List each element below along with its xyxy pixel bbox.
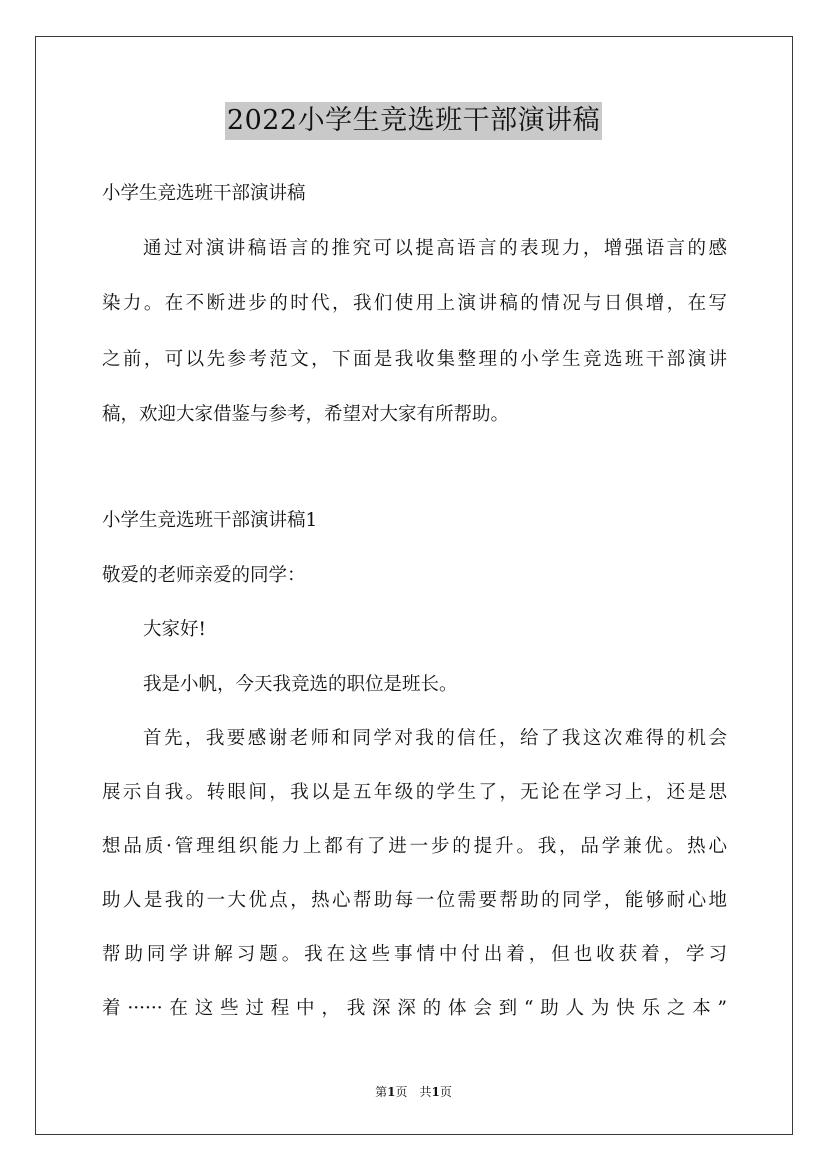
section-heading: 小学生竞选班干部演讲稿1 — [102, 510, 318, 531]
footer-page-total: 1 — [431, 1085, 440, 1099]
intro-line-1: 通过对演讲稿语言的推究可以提高语言的表现力，增强语言的感 — [143, 238, 727, 259]
self-intro: 我是小帆，今天我竞选的职位是班长。 — [143, 674, 458, 695]
body-line-6: 着······在这些过程中，我深深的体会到“助人为快乐之本” — [102, 998, 727, 1019]
intro-line-4: 稿，欢迎大家借鉴与参考，希望对大家有所帮助。 — [102, 404, 510, 425]
body-line-4: 助人是我的一大优点，热心帮助每一位需要帮助的同学，能够耐心地 — [102, 890, 727, 911]
intro-line-2: 染力。在不断进步的时代，我们使用上演讲稿的情况与日俱增，在写 — [102, 293, 727, 314]
title-container — [0, 102, 827, 140]
salutation: 敬爱的老师亲爱的同学： — [102, 565, 306, 586]
intro-line-3: 之前，可以先参考范文，下面是我收集整理的小学生竞选班干部演讲 — [102, 349, 727, 370]
footer-page-number: 1 — [387, 1085, 396, 1099]
body-line-3: 想品质·管理组织能力上都有了进一步的提升。我，品学兼优。热心 — [102, 836, 727, 857]
page-footer — [0, 1084, 827, 1100]
document-subtitle: 小学生竞选班干部演讲稿 — [102, 183, 306, 204]
body-line-1: 首先，我要感谢老师和同学对我的信任，给了我这次难得的机会 — [143, 728, 727, 749]
document-title: 2022小学生竞选班干部演讲稿 — [225, 102, 602, 140]
footer-page-prefix: 第 — [375, 1085, 388, 1099]
footer-page-suffix: 页 — [439, 1085, 452, 1099]
footer-page-mid: 页 共 — [395, 1085, 432, 1099]
body-line-2: 展示自我。转眼间，我以是五年级的学生了，无论在学习上，还是思 — [102, 782, 727, 803]
greeting: 大家好! — [143, 619, 206, 640]
body-line-5: 帮助同学讲解习题。我在这些事情中付出着，但也收获着，学习 — [102, 944, 727, 965]
